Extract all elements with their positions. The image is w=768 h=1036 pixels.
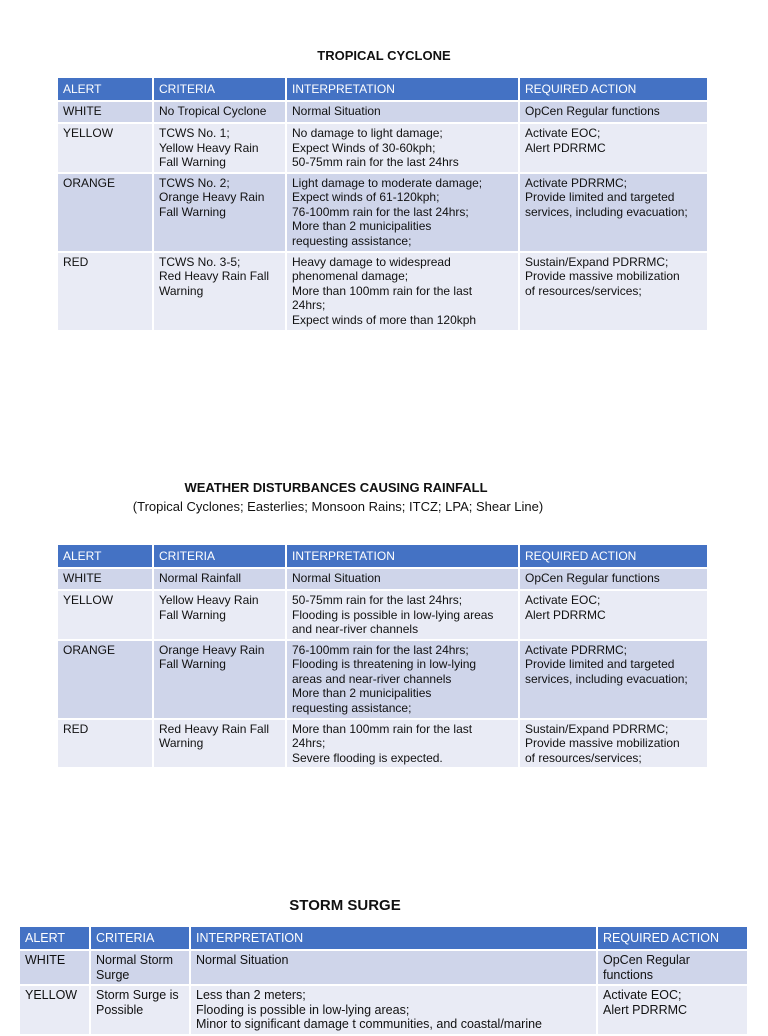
cell-interpretation: Normal Situation — [286, 101, 519, 123]
cell-criteria: Yellow Heavy Rain Fall Warning — [153, 590, 286, 640]
cell-required-action: Sustain/Expand PDRRMC; Provide massive mobilization of resources/services; — [519, 719, 708, 769]
cell-required-action: OpCen Regular functions — [519, 568, 708, 590]
table-header-row — [58, 545, 708, 568]
cell-required-action: Activate PDRRMC; Provide limited and targeted services, including evacuation; — [519, 640, 708, 719]
header-alert: ALERT — [20, 927, 90, 950]
section-title-weather-disturbances: WEATHER DISTURBANCES CAUSING RAINFALL — [184, 480, 488, 495]
section-title-tropical-cyclone: TROPICAL CYCLONE — [317, 48, 451, 63]
header-interpretation: INTERPRETATION — [190, 927, 597, 950]
cell-alert: RED — [58, 719, 153, 769]
cell-required-action: OpCen Regular functions — [519, 101, 708, 123]
tropical-cyclone-table — [58, 78, 709, 332]
cell-interpretation: 76-100mm rain for the last 24hrs; Flooding is threatening in low-lying areas and near-river channels More than 2 municipalities requesting assistance; — [286, 640, 519, 719]
header-required-action: REQUIRED ACTION — [519, 545, 708, 568]
cell-interpretation: Normal Situation — [286, 568, 519, 590]
storm-surge-table — [20, 927, 749, 1036]
table-row — [58, 173, 708, 252]
cell-required-action: Activate EOC; Alert PDRRMC — [519, 123, 708, 173]
cell-alert: WHITE — [20, 950, 90, 985]
cell-interpretation: Less than 2 meters; Flooding is possible in low-lying areas; Minor to significant damage t communities, and coastal/marine — [190, 985, 597, 1035]
header-interpretation: INTERPRETATION — [286, 78, 519, 101]
table-row — [58, 101, 708, 123]
cell-alert: YELLOW — [20, 985, 90, 1035]
header-alert: ALERT — [58, 545, 153, 568]
cell-criteria: Orange Heavy Rain Fall Warning — [153, 640, 286, 719]
cell-interpretation: Normal Situation — [190, 950, 597, 985]
cell-alert: ORANGE — [58, 173, 153, 252]
cell-alert: WHITE — [58, 101, 153, 123]
header-criteria: CRITERIA — [90, 927, 190, 950]
table-row — [58, 590, 708, 640]
cell-criteria: TCWS No. 1; Yellow Heavy Rain Fall Warning — [153, 123, 286, 173]
cell-alert: RED — [58, 252, 153, 331]
table-row — [58, 640, 708, 719]
header-interpretation: INTERPRETATION — [286, 545, 519, 568]
table-row — [20, 985, 748, 1035]
cell-required-action: Activate EOC; Alert PDRRMC — [519, 590, 708, 640]
cell-criteria: TCWS No. 2; Orange Heavy Rain Fall Warning — [153, 173, 286, 252]
header-alert: ALERT — [58, 78, 153, 101]
cell-alert: YELLOW — [58, 590, 153, 640]
cell-interpretation: Heavy damage to widespread phenomenal damage; More than 100mm rain for the last 24hrs; Expect winds of more than 120kph — [286, 252, 519, 331]
cell-required-action: Activate EOC; Alert PDRRMC — [597, 985, 748, 1035]
cell-criteria: TCWS No. 3-5; Red Heavy Rain Fall Warning — [153, 252, 286, 331]
header-required-action: REQUIRED ACTION — [519, 78, 708, 101]
cell-alert: ORANGE — [58, 640, 153, 719]
weather-disturbances-table — [58, 545, 709, 769]
cell-alert: WHITE — [58, 568, 153, 590]
table-row — [58, 123, 708, 173]
table-header-row — [58, 78, 708, 101]
section-title-storm-surge: STORM SURGE — [289, 897, 401, 914]
cell-required-action: Sustain/Expand PDRRMC; Provide massive mobilization of resources/services; — [519, 252, 708, 331]
section-subtitle-weather-disturbances: (Tropical Cyclones; Easterlies; Monsoon Rains; ITCZ; LPA; Shear Line) — [132, 499, 544, 514]
table-row — [58, 252, 708, 331]
cell-interpretation: More than 100mm rain for the last 24hrs; Severe flooding is expected. — [286, 719, 519, 769]
header-criteria: CRITERIA — [153, 545, 286, 568]
cell-criteria: Normal Rainfall — [153, 568, 286, 590]
cell-alert: YELLOW — [58, 123, 153, 173]
table-row — [20, 950, 748, 985]
cell-required-action: Activate PDRRMC; Provide limited and targeted services, including evacuation; — [519, 173, 708, 252]
cell-criteria: No Tropical Cyclone — [153, 101, 286, 123]
cell-criteria: Normal Storm Surge — [90, 950, 190, 985]
cell-interpretation: 50-75mm rain for the last 24hrs; Flooding is possible in low-lying areas and near-river channels — [286, 590, 519, 640]
cell-criteria: Storm Surge is Possible — [90, 985, 190, 1035]
table-row — [58, 568, 708, 590]
cell-criteria: Red Heavy Rain Fall Warning — [153, 719, 286, 769]
cell-required-action: OpCen Regular functions — [597, 950, 748, 985]
cell-interpretation: Light damage to moderate damage; Expect winds of 61-120kph; 76-100mm rain for the last 24hrs; More than 2 municipalities requesting assistance; — [286, 173, 519, 252]
table-header-row — [20, 927, 748, 950]
header-required-action: REQUIRED ACTION — [597, 927, 748, 950]
table-row — [58, 719, 708, 769]
header-criteria: CRITERIA — [153, 78, 286, 101]
cell-interpretation: No damage to light damage; Expect Winds of 30-60kph; 50-75mm rain for the last 24hrs — [286, 123, 519, 173]
